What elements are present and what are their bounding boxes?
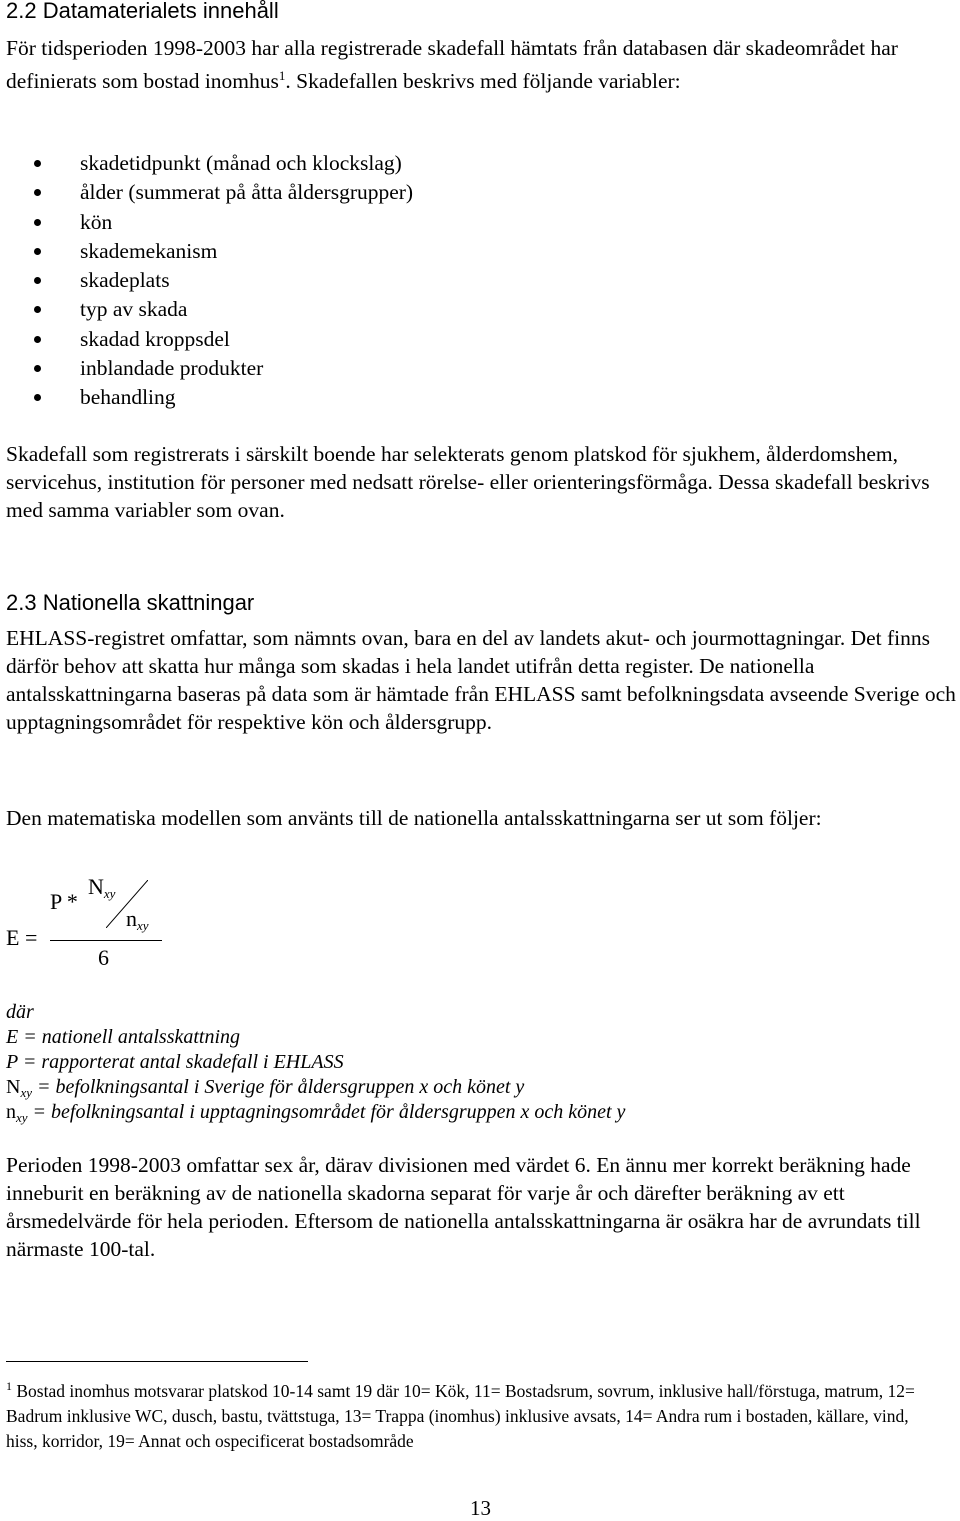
intro-paragraph [6,34,906,95]
list-item [34,354,413,383]
list-item-label: skadad kroppsdel [80,326,230,351]
formula-p-star: P * [50,889,78,914]
formula-N-symbol: N [88,874,104,899]
bullet-icon [34,336,41,343]
list-item [34,208,413,237]
definition-P: P = rapporterat antal skadefall i EHLASS [6,1051,344,1073]
intro-text-2: . Skadefallen beskrivs med följande variabler: [285,69,681,94]
list-item-label: kön [80,209,113,234]
list-item [34,295,413,324]
where-label: där [6,1001,34,1023]
section-2-2-heading: 2.2 Datamaterialets innehåll [6,0,279,23]
list-item-label: skadeplats [80,268,170,293]
definition-n-text: = befolkningsantal i upptagningsområdet för åldersgruppen x och könet y [27,1101,626,1123]
bullet-icon [34,160,41,167]
formula-denominator: 6 [98,945,109,970]
definition-N-sub: xy [20,1085,32,1100]
formula-lhs: E = [6,925,38,950]
bullet-icon [34,277,41,284]
bullet-icon [34,219,41,226]
bullet-icon [34,394,41,401]
bullet-icon [34,189,41,196]
variable-list [34,149,413,413]
list-item [34,266,413,295]
footnote-number: 1 [6,1379,12,1393]
list-item-label: ålder (summerat på åtta åldersgrupper) [80,180,414,205]
definition-N-symbol: N [6,1076,21,1098]
list-item [34,325,413,354]
footnote [6,1374,921,1454]
list-item-label: skadetidpunkt (månad och klockslag) [80,151,402,175]
bullet-icon [34,365,41,372]
footnote-text: Bostad inomhus motsvarar platskod 10-14 samt 19 där 10= Kök, 11= Bostadsrum, sovrum, inklusive hall/förstuga, matrum, 12= Badrum inklusive WC, dusch, bastu, tvättstuga, 13= Trappa (inomhus) inklusive avsats, 14= Andra rum i bostaden, källare, vind, hiss, korridor, 19= Annat och ospecificerat bostadsområde [6,1380,915,1451]
definition-n [6,1100,625,1130]
list-item-label: inblandade produkter [80,356,264,381]
list-item [34,149,413,178]
formula-n-symbol: n [126,906,137,931]
list-item-label: skademekanism [80,238,218,263]
definition-n-symbol: n [6,1101,16,1123]
formula-n [126,906,149,934]
formula-N-sub: xy [103,886,116,901]
period-paragraph: Perioden 1998-2003 omfattar sex år, därav divisionen med värdet 6. En ännu mer korrekt beräkning hade inneburit en beräkning av de nationella skadorna separat för varje år och därefter beräkning av ett årsmedelvärde för hela perioden. Eftersom de nationella antalsskattningarna är osäkra har de avrundats till närmaste 100-tal. [6,1153,921,1261]
definition-n-sub: xy [16,1110,28,1125]
footnote-ref[interactable]: 1 [278,68,286,83]
list-item [34,237,413,266]
footnote-separator [6,1361,308,1362]
model-intro: Den matematiska modellen som använts till de nationella antalsskattningarna ser ut som följer: [6,806,822,830]
list-item [34,178,413,207]
list-item [34,383,413,412]
bullet-icon [34,306,41,313]
fraction-bar [50,940,162,941]
section-2-3-paragraph: EHLASS-registret omfattar, som nämnts ovan, bara en del av landets akut- och jourmottagningar. Det finns därför behov att skatta hur många som skadas i hela landet utifrån detta register. De nationella antalsskattningarna baseras på data som är hämtade från EHLASS samt befolkningsdata avseende Sverige och upptagningsområdet för respektive kön och åldersgrupp. [6,626,956,734]
section-2-3-heading: 2.3 Nationella skattningar [6,590,255,615]
intro-text-1: För tidsperioden 1998-2003 har alla registrerade skadefall hämtats från databasen där skadeområdet har definierats som bostad inomhus [6,36,898,94]
list-item-label: behandling [80,385,176,410]
definition-N-text: = befolkningsantal i Sverige för åldersgruppen x och könet y [32,1076,525,1098]
page-number: 13 [470,1496,491,1520]
bullet-icon [34,248,41,255]
list-item-label: typ av skada [80,297,188,322]
formula-n-sub: xy [137,918,149,933]
definition-E: E = nationell antalsskattning [6,1026,241,1048]
special-housing-paragraph: Skadefall som registrerats i särskilt boende har selekterats genom platskod för sjukhem, ålderdomshem, servicehus, institution för personer med nedsatt rörelse- eller orienteringsförmåga. Dessa skadefall beskrivs med samma variabler som ovan. [6,442,930,522]
